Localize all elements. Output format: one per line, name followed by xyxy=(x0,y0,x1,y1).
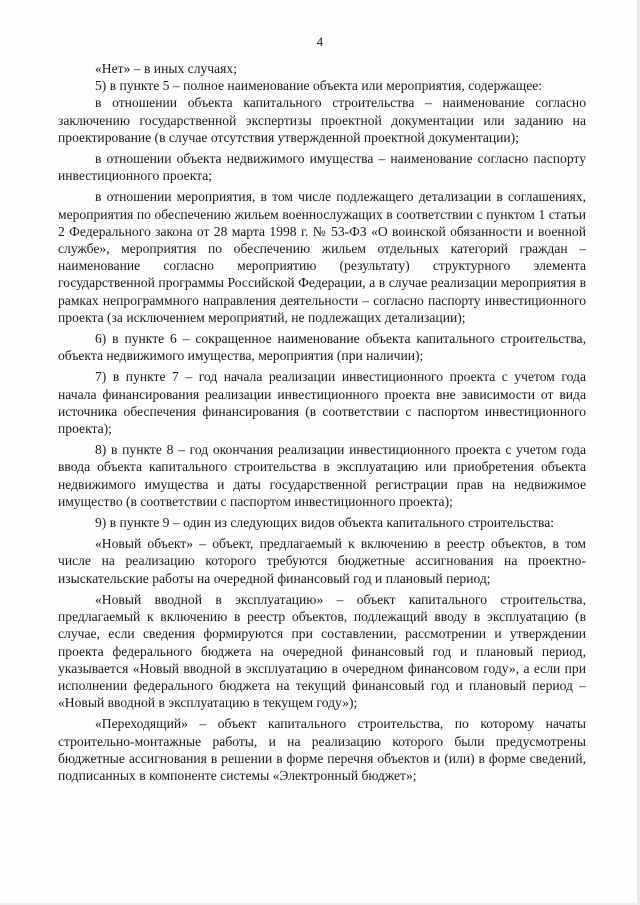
paragraph: «Новый объект» – объект, предлагаемый к включению в реестр объектов, в том числе на реализацию которого требуются бюджетные ассигнования на проектно-изыскательские работы на очередной финансовый год и плановый период; xyxy=(58,536,586,586)
paragraph: «Нет» – в иных случаях; xyxy=(95,61,237,76)
paragraph: «Новый вводной в эксплуатацию» – объект капитального строительства, предлагаемый к включению в реестр объектов, подлежащий вводу в эксплуатацию (в случае, если сведения формируются при составлении, рассмотрении и утверждении проекта федерального бюджета на очередной финансовый год и плановый период, указывается «Новый вводной в эксплуатацию в очередном финансовом году», а если при исполнении федерального бюджета на текущий финансовый год и плановый период – «Новый вводной в эксплуатацию в текущем году»); xyxy=(58,591,586,711)
paragraph: в отношении объекта недвижимого имущества – наименование согласно паспорту инвестиционного проекта; xyxy=(58,151,586,184)
page-number: 4 xyxy=(316,34,324,49)
paragraph: в отношении мероприятия, в том числе подлежащего детализации в соглашениях, мероприятия по обеспечению жильем военнослужащих в соответствии с пунктом 1 статьи 2 Федерального закона от 28 марта 1998 г. № 53-ФЗ «О воинской обязанности и военной службе», мероприятия по обеспечению жильем отдельных категорий граждан – наименование согласно мероприятию (результату) структурного элемента государственной программы Российской Федерации, а в случае реализации мероприятия в рамках непрограммного направления деятельности – согласно паспорту инвестиционного проекта (за исключением мероприятий, не подлежащих детализации); xyxy=(58,189,586,325)
paragraph: 5) в пункте 5 – полное наименование объекта или мероприятия, содержащее: xyxy=(95,78,543,94)
paragraph: 9) в пункте 9 – один из следующих видов объекта капитального строительства: xyxy=(95,515,555,531)
paragraph: 8) в пункте 8 – год окончания реализации инвестиционного проекта с учетом года ввода объекта капитального строительства в эксплуатацию или приобретения объекта недвижимого имущества и даты государственной регистрации прав на недвижимое имущество (в соответствии с паспортом инвестиционного проекта); xyxy=(58,442,586,509)
document-body xyxy=(58,60,586,784)
paragraph: «Переходящий» – объект капитального строительства, по которому начаты строительно-монтажные работы, и на реализацию которого были предусмотрены бюджетные ассигнования в решении в форме перечня объектов и (или) в форме сведений, подписанных в компоненте системы «Электронный бюджет»; xyxy=(58,716,586,783)
paragraph: 6) в пункте 6 – сокращенное наименование объекта капитального строительства, объекта недвижимого имущества, мероприятия (при наличии); xyxy=(58,331,586,364)
paragraph: 7) в пункте 7 – год начала реализации инвестиционного проекта с учетом года начала финансирования реализации инвестиционного проекта вне зависимости от вида источника обеспечения финансирования (в соответствии с паспортом инвестиционного проекта); xyxy=(58,369,586,437)
paragraph: в отношении объекта капитального строительства – наименование согласно заключению государственной экспертизы проектной документации или заданию на проектирование (в случае отсутствия утвержденной проектной документации); xyxy=(58,95,586,145)
